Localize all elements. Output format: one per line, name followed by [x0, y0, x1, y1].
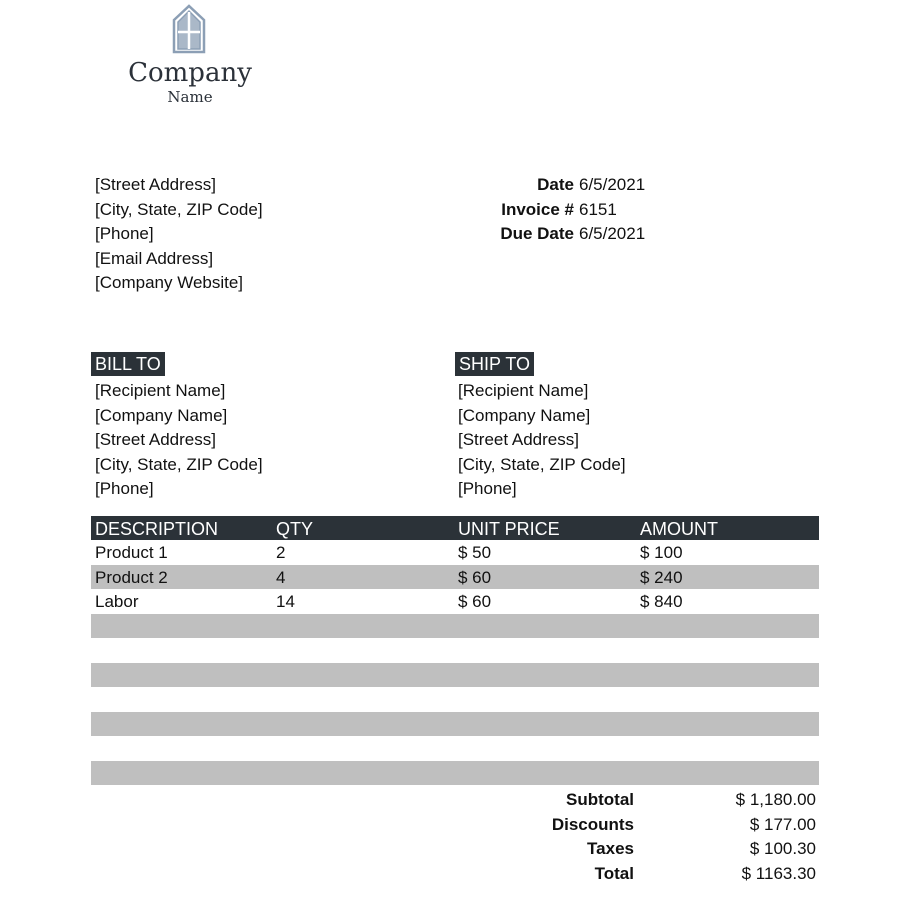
ship-city: [City, State, ZIP Code] — [458, 454, 626, 474]
table-row-empty — [91, 736, 819, 761]
header-unit-price: UNIT PRICE — [458, 519, 560, 539]
cell-unit-price: $ 60 — [458, 567, 492, 587]
meta-label: Date — [537, 175, 574, 194]
house-window-icon — [172, 4, 206, 54]
meta-row-date — [430, 173, 645, 198]
totals-row-discounts — [430, 813, 820, 838]
cell-qty: 14 — [276, 592, 295, 611]
table-row-empty — [91, 614, 819, 639]
meta-label: Due Date — [500, 224, 574, 243]
ship-to-address — [458, 379, 626, 502]
sender-phone: [Phone] — [95, 224, 154, 243]
sender-website: [Company Website] — [95, 273, 244, 292]
cell-unit-price: $ 50 — [458, 543, 492, 562]
totals-label: Discounts — [551, 814, 634, 834]
totals-value: $ 177.00 — [749, 814, 816, 834]
table-row-empty — [91, 761, 819, 786]
ship-street: [Street Address] — [458, 430, 579, 449]
cell-unit-price: $ 60 — [458, 592, 492, 611]
bill-street: [Street Address] — [95, 430, 216, 449]
meta-row-due-date — [430, 222, 645, 247]
table-row — [91, 589, 819, 614]
header-qty: QTY — [276, 519, 314, 539]
header-description: DESCRIPTION — [95, 519, 219, 539]
cell-qty: 4 — [276, 567, 286, 587]
meta-row-invoice-number — [430, 198, 645, 223]
cell-description: Product 1 — [95, 543, 168, 562]
bill-to-heading: BILL TO — [91, 352, 165, 376]
header-amount: AMOUNT — [640, 519, 718, 539]
ship-to-heading: SHIP TO — [455, 352, 534, 376]
invoice-meta — [430, 173, 645, 247]
table-row-empty — [91, 638, 819, 663]
meta-value: 6/5/2021 — [579, 175, 646, 194]
totals-row-total — [430, 862, 820, 887]
sender-address — [95, 173, 263, 296]
ship-phone: [Phone] — [458, 479, 517, 498]
logo-text-name: Name — [167, 88, 213, 106]
logo-text-company: Company — [128, 58, 252, 88]
totals-row-subtotal — [430, 788, 820, 813]
table-row-empty — [91, 712, 819, 737]
totals-section — [430, 788, 820, 886]
totals-label: Total — [594, 863, 634, 883]
meta-label: Invoice # — [501, 199, 574, 219]
meta-value: 6151 — [579, 199, 617, 219]
ship-recipient: [Recipient Name] — [458, 381, 589, 400]
cell-description: Labor — [95, 592, 139, 611]
bill-to-address — [95, 379, 263, 502]
totals-label: Taxes — [587, 839, 634, 858]
totals-value: $ 1,180.00 — [735, 790, 816, 809]
cell-amount: $ 840 — [640, 592, 683, 611]
totals-row-taxes — [430, 837, 820, 862]
bill-company: [Company Name] — [95, 405, 228, 425]
cell-description: Product 2 — [95, 567, 168, 587]
cell-amount: $ 100 — [640, 543, 683, 562]
totals-label: Subtotal — [566, 790, 634, 809]
table-row — [91, 565, 819, 590]
sender-city: [City, State, ZIP Code] — [95, 199, 263, 219]
sender-street: [Street Address] — [95, 175, 216, 194]
bill-city: [City, State, ZIP Code] — [95, 454, 263, 474]
table-header — [91, 516, 819, 540]
cell-qty: 2 — [276, 543, 286, 562]
table-row-empty — [91, 663, 819, 688]
meta-value: 6/5/2021 — [579, 224, 646, 243]
company-logo — [110, 4, 270, 108]
table-row-empty — [91, 687, 819, 712]
ship-company: [Company Name] — [458, 405, 591, 425]
bill-recipient: [Recipient Name] — [95, 381, 226, 400]
totals-value: $ 100.30 — [749, 839, 816, 858]
table-row — [91, 540, 819, 565]
cell-amount: $ 240 — [640, 567, 683, 587]
sender-email: [Email Address] — [95, 248, 214, 268]
bill-phone: [Phone] — [95, 479, 154, 498]
line-items-table — [91, 516, 819, 785]
totals-value: $ 1163.30 — [741, 863, 816, 883]
